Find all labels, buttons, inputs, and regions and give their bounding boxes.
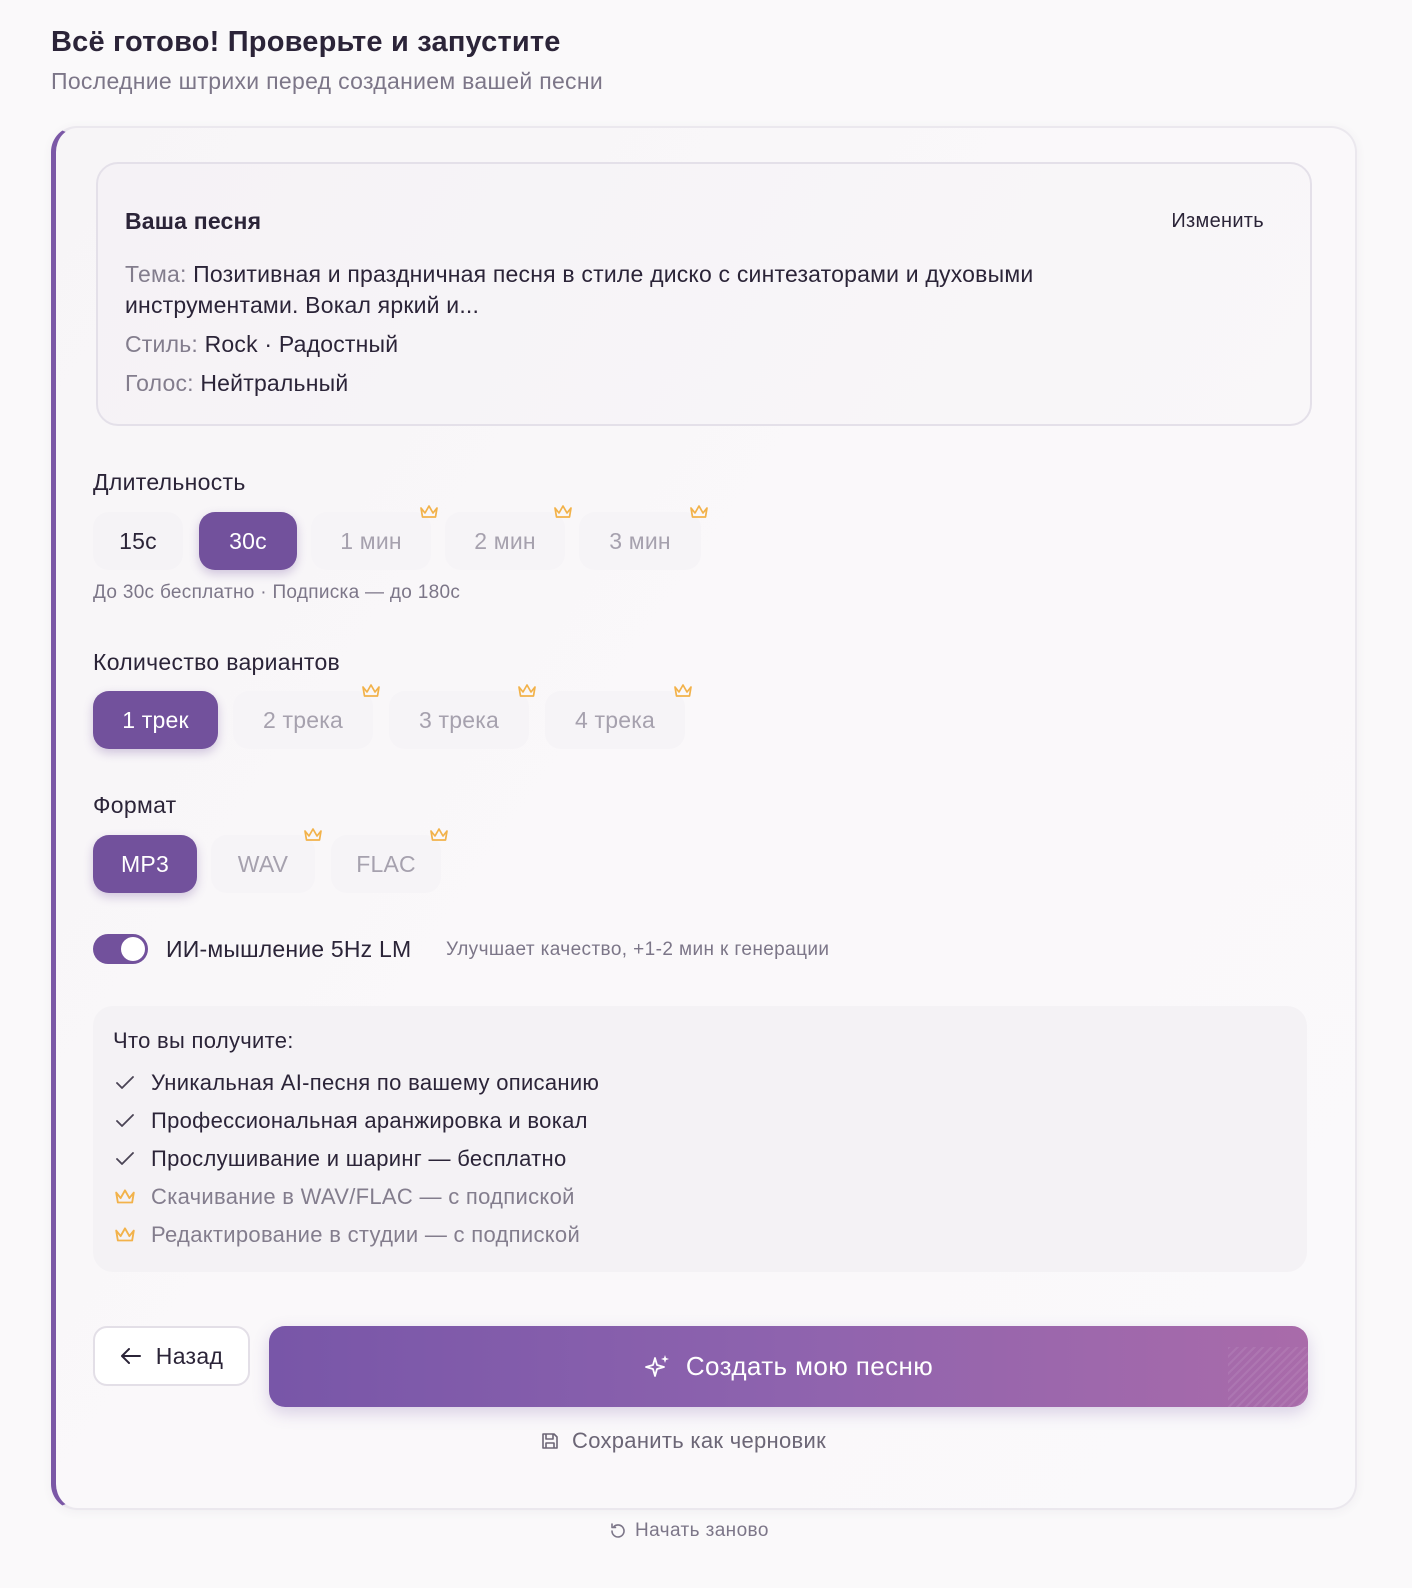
crown-icon: [113, 1223, 137, 1247]
back-button[interactable]: [93, 1326, 250, 1386]
format-option-flac[interactable]: [331, 835, 441, 893]
restart-icon: [609, 1522, 627, 1540]
theme-value: Позитивная и праздничная песня в стиле диско с синтезаторами и духовыми инструментами. Вокал яркий и...: [125, 261, 1034, 318]
crown-icon: [361, 683, 381, 699]
song-summary: [96, 162, 1312, 426]
duration-hint: До 30с бесплатно · Подписка — до 180с: [93, 582, 461, 603]
format-option-mp3[interactable]: [93, 835, 197, 893]
theme-key: Тема:: [125, 261, 187, 287]
chip-label: 1 мин: [340, 527, 402, 554]
summary-title: Ваша песня: [125, 208, 262, 234]
check-icon: [113, 1071, 137, 1095]
style-key: Стиль:: [125, 331, 198, 357]
review-card: [51, 126, 1357, 1510]
benefit-item: [113, 1144, 566, 1174]
ai-thinking-description: Улучшает качество, +1-2 мин к генерации: [446, 939, 830, 960]
crown-icon: [419, 504, 439, 520]
duration-option-2min[interactable]: [445, 512, 565, 570]
chip-label: 2 трека: [262, 706, 344, 733]
variants-option-3[interactable]: [389, 691, 529, 749]
button-shine: [1228, 1347, 1308, 1407]
chip-label: 15с: [119, 527, 157, 554]
duration-option-1min[interactable]: [311, 512, 431, 570]
chip-label: 1 трек: [122, 706, 189, 733]
duration-option-15s[interactable]: [93, 512, 183, 570]
crown-icon: [429, 827, 449, 843]
format-option-wav[interactable]: [211, 835, 315, 893]
chip-label: 2 мин: [474, 527, 536, 554]
draft-label: Сохранить как черновик: [572, 1428, 827, 1453]
summary-voice: [125, 368, 348, 399]
create-song-button[interactable]: [269, 1326, 1308, 1407]
restart-label: Начать заново: [635, 1520, 769, 1541]
crown-icon: [303, 827, 323, 843]
ai-thinking-label: ИИ-мышление 5Hz LM: [166, 936, 412, 962]
benefits-title: Что вы получите:: [113, 1028, 294, 1053]
arrow-left-icon: [120, 1347, 142, 1365]
benefit-item: [113, 1106, 588, 1136]
edit-button[interactable]: Изменить: [1171, 210, 1264, 232]
save-icon: [540, 1431, 560, 1451]
variants-option-4[interactable]: [545, 691, 685, 749]
style-value: Rock · Радостный: [204, 331, 399, 357]
crown-icon: [113, 1185, 137, 1209]
chip-label: 3 трека: [418, 706, 500, 733]
benefit-item-premium: [113, 1220, 580, 1250]
benefit-text: Уникальная AI-песня по вашему описанию: [151, 1070, 600, 1095]
page-subtitle: Последние штрихи перед созданием вашей песни: [51, 68, 603, 94]
benefit-item: [113, 1068, 599, 1098]
chip-label: MP3: [121, 850, 169, 877]
crown-icon: [673, 683, 693, 699]
duration-option-30s[interactable]: [199, 512, 297, 570]
toggle-knob: [121, 937, 145, 961]
check-icon: [113, 1147, 137, 1171]
crown-icon: [517, 683, 537, 699]
sparkles-icon: [644, 1353, 672, 1381]
crown-icon: [689, 504, 709, 520]
save-draft-button[interactable]: [540, 1428, 826, 1454]
back-label: Назад: [155, 1342, 224, 1369]
check-icon: [113, 1109, 137, 1133]
variants-label: Количество вариантов: [93, 649, 341, 675]
duration-label: Длительность: [93, 469, 246, 495]
benefit-text: Профессиональная аранжировка и вокал: [151, 1108, 588, 1133]
page-title: Всё готово! Проверьте и запустите: [51, 26, 561, 58]
chip-label: 4 трека: [574, 706, 656, 733]
variants-option-2[interactable]: [233, 691, 373, 749]
benefit-text: Редактирование в студии — с подпиской: [151, 1222, 581, 1247]
restart-button[interactable]: [609, 1520, 769, 1542]
benefit-item-premium: [113, 1182, 575, 1212]
variants-option-1[interactable]: [93, 691, 218, 749]
chip-label: WAV: [237, 850, 289, 877]
chip-label: FLAC: [356, 850, 416, 877]
voice-value: Нейтральный: [200, 370, 349, 396]
chip-label: 30с: [229, 527, 267, 554]
format-label: Формат: [93, 792, 177, 818]
chip-label: 3 мин: [609, 527, 671, 554]
create-label: Создать мою песню: [685, 1351, 934, 1381]
duration-option-3min[interactable]: [579, 512, 701, 570]
ai-thinking-toggle[interactable]: [93, 934, 148, 964]
benefit-text: Скачивание в WAV/FLAC — с подпиской: [151, 1184, 575, 1209]
crown-icon: [553, 504, 573, 520]
benefits-panel: [93, 1006, 1307, 1272]
summary-theme: [125, 259, 1135, 321]
benefit-text: Прослушивание и шаринг — бесплатно: [151, 1146, 567, 1171]
summary-style: [125, 329, 398, 360]
voice-key: Голос:: [125, 370, 194, 396]
